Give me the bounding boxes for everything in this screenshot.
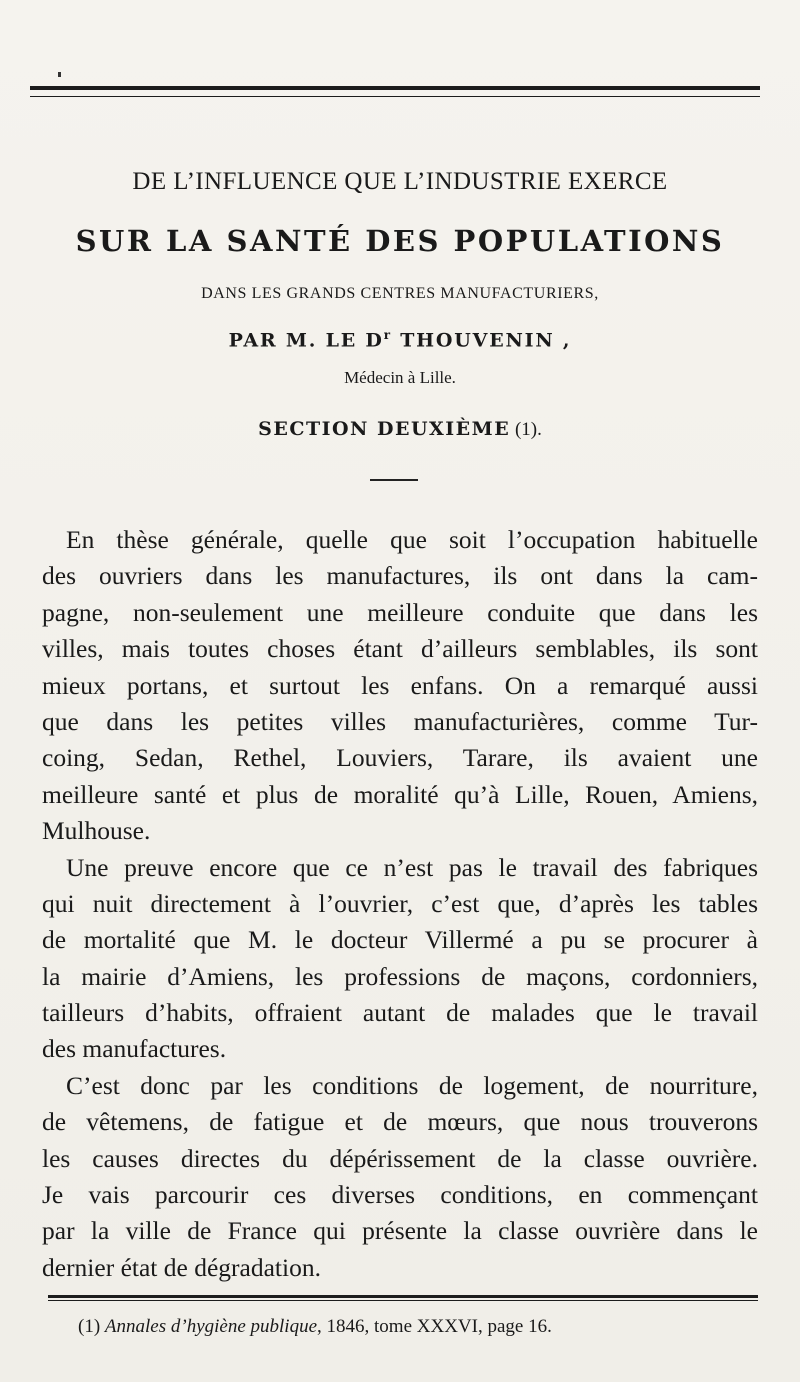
body-line: pagne, non-seulement une meilleure conduite que dans les (42, 597, 758, 627)
header-rule-thin (30, 96, 760, 97)
author-name: THOUVENIN , (391, 329, 572, 352)
author-prefix: PAR M. LE D (228, 329, 384, 352)
body-line: mieux portans, et surtout les enfans. On a remarqué aussi (42, 670, 758, 700)
body-line: villes, mais toutes choses étant d’ailleurs semblables, ils sont (42, 634, 758, 664)
body-text (42, 522, 758, 1286)
author-line (0, 328, 800, 351)
body-line: En thèse générale, quelle que soit l’occupation habituelle (66, 525, 758, 554)
body-line: Une preuve encore que ce n’est pas le travail des fabriques (66, 852, 758, 882)
section-title: SECTION DEUXIÈME (258, 418, 511, 440)
footnote-rest: , 1846, tome XXXVI, page 16. (317, 1316, 552, 1337)
footnote-journal: Annales d’hygiène publique (104, 1316, 318, 1337)
body-line: des manufactures. (42, 1034, 227, 1064)
body-line: dernier état de dégradation. (42, 1252, 321, 1282)
title-line-2: SUR LA SANTÉ DES POPULATIONS (75, 224, 725, 258)
body-line: qui nuit directement à l’ouvrier, c’est que, d’après les tables (42, 888, 758, 918)
body-line: des ouvriers dans les manufactures, ils ont dans la cam- (42, 561, 758, 591)
body-line: de vêtemens, de fatigue et de mœurs, que nous trouverons (42, 1107, 758, 1137)
body-line: de mortalité que M. le docteur Villermé a pu se procurer à (42, 925, 758, 955)
footnote-rule-thin (48, 1300, 758, 1301)
body-line: par la ville de France qui présente la classe ouvrière dans le (42, 1216, 758, 1246)
body-line: que dans les petites villes manufacturières, comme Tur- (42, 706, 758, 736)
section-heading (0, 418, 800, 441)
author-sup: r (383, 328, 392, 342)
body-line: meilleure santé et plus de moralité qu’à Lille, Rouen, Amiens, (42, 779, 758, 809)
body-line: les causes directes du dépérissement de la classe ouvrière. (42, 1143, 758, 1173)
title-line-1: DE L’INFLUENCE QUE L’INDUSTRIE EXERCE (132, 168, 668, 195)
body-line: la mairie d’Amiens, les professions de maçons, cordonniers, (42, 961, 758, 991)
footnote (78, 1316, 758, 1338)
section-divider (370, 479, 418, 481)
section-footnote-ref: (1). (510, 419, 542, 440)
header-rule-thick (30, 86, 760, 90)
body-line: C’est donc par les conditions de logement, de nourriture, (66, 1070, 758, 1100)
print-speck (58, 72, 61, 77)
body-line: coing, Sedan, Rethel, Louviers, Tarare, ils avaient une (42, 743, 758, 773)
footnote-rule-thick (48, 1295, 758, 1298)
footnote-marker: (1) (78, 1316, 105, 1337)
body-line: Je vais parcourir ces diverses conditions, en commençant (42, 1180, 758, 1210)
body-line: tailleurs d’habits, offraient autant de malades que le travail (42, 998, 758, 1028)
title-line-3: DANS LES GRANDS CENTRES MANUFACTURIERS, (201, 285, 599, 302)
body-line: Mulhouse. (42, 816, 151, 846)
affiliation: Médecin à Lille. (344, 368, 456, 387)
